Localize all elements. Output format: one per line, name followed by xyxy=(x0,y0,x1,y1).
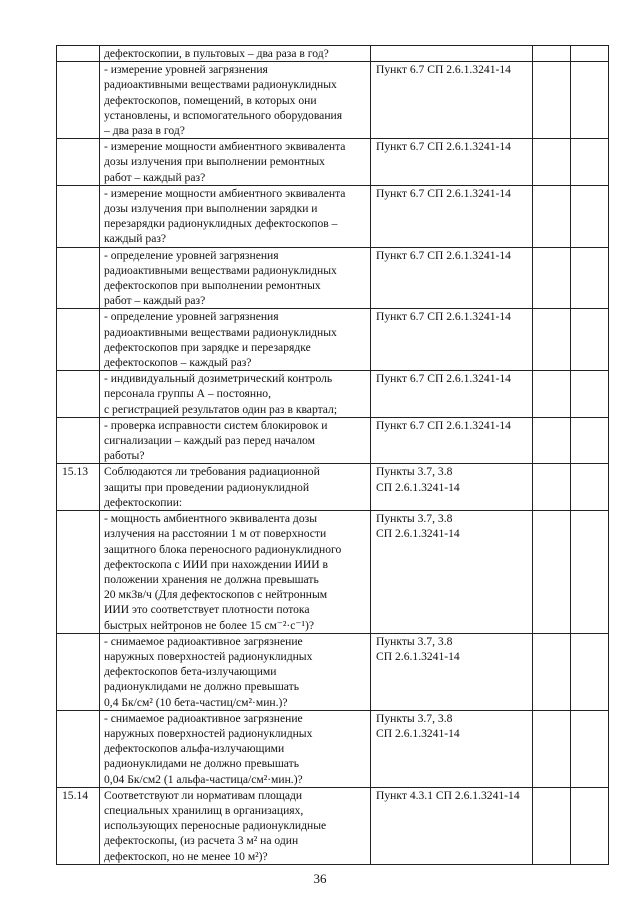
answer-cell-yes xyxy=(533,371,571,418)
checklist-body xyxy=(57,46,609,865)
table-row xyxy=(57,633,609,710)
table-row xyxy=(57,464,609,511)
table-row xyxy=(57,247,609,309)
answer-cell-yes xyxy=(533,464,571,511)
answer-cell-no xyxy=(571,633,609,710)
answer-cell-no xyxy=(571,139,609,186)
table-row xyxy=(57,62,609,139)
requirement-text: - измерение мощности амбиентного эквивалента дозы излучения при выполнении ремонтных работ – каждый раз? xyxy=(100,139,371,186)
answer-cell-yes xyxy=(533,511,571,634)
requirement-text: дефектоскопии, в пультовых – два раза в год? xyxy=(100,46,371,62)
answer-cell-yes xyxy=(533,247,571,309)
table-row xyxy=(57,139,609,186)
requirement-text: - измерение мощности амбиентного эквивалента дозы излучения при выполнении зарядки и перезарядки радионуклидных дефектоскопов – каждый раз? xyxy=(100,185,371,247)
answer-cell-no xyxy=(571,710,609,787)
requirement-text: - определение уровней загрязнения радиоактивными веществами радионуклидных дефектоскопов при выполнении ремонтных работ – каждый раз? xyxy=(100,247,371,309)
answer-cell-no xyxy=(571,511,609,634)
checklist-table xyxy=(56,45,609,865)
table-row xyxy=(57,787,609,864)
reference-text: Пункт 4.3.1 СП 2.6.1.3241-14 xyxy=(371,787,533,864)
requirement-text: Соответствуют ли нормативам площади специальных хранилищ в организациях, использующих переносные радионуклидные дефектоскопы, (из расчета 3 м² на один дефектоскоп, но не менее 10 м²)? xyxy=(100,787,371,864)
answer-cell-yes xyxy=(533,710,571,787)
answer-cell-yes xyxy=(533,787,571,864)
table-row xyxy=(57,185,609,247)
answer-cell-yes xyxy=(533,62,571,139)
item-number: 15.13 xyxy=(57,464,100,511)
item-number xyxy=(57,185,100,247)
answer-cell-yes xyxy=(533,417,571,464)
requirement-text: Соблюдаются ли требования радиационной защиты при проведении радионуклидной дефектоскопии: xyxy=(100,464,371,511)
answer-cell-yes xyxy=(533,309,571,371)
reference-text: Пункты 3.7, 3.8 СП 2.6.1.3241-14 xyxy=(371,511,533,634)
answer-cell-no xyxy=(571,787,609,864)
reference-text: Пункт 6.7 СП 2.6.1.3241-14 xyxy=(371,309,533,371)
table-row xyxy=(57,46,609,62)
answer-cell-no xyxy=(571,371,609,418)
reference-text: Пункты 3.7, 3.8 СП 2.6.1.3241-14 xyxy=(371,710,533,787)
requirement-text: - определение уровней загрязнения радиоактивными веществами радионуклидных дефектоскопов при зарядке и перезарядке дефектоскопов – каждый раз? xyxy=(100,309,371,371)
item-number xyxy=(57,247,100,309)
item-number xyxy=(57,417,100,464)
reference-text: Пункт 6.7 СП 2.6.1.3241-14 xyxy=(371,62,533,139)
reference-text: Пункт 6.7 СП 2.6.1.3241-14 xyxy=(371,417,533,464)
requirement-text: - измерение уровней загрязнения радиоактивными веществами радионуклидных дефектоскопов, помещений, в которых они установлены, и вспомогательного оборудования – два раза в год? xyxy=(100,62,371,139)
answer-cell-yes xyxy=(533,633,571,710)
table-row xyxy=(57,710,609,787)
reference-text: Пункт 6.7 СП 2.6.1.3241-14 xyxy=(371,139,533,186)
item-number xyxy=(57,710,100,787)
answer-cell-no xyxy=(571,309,609,371)
requirement-text: - мощность амбиентного эквивалента дозы излучения на расстоянии 1 м от поверхности защитного блока переносного радионуклидного дефектоскопа с ИИИ при нахождении ИИИ в положении хранения не должна превышать 20 мкЗв/ч (Для дефектоскопов с нейтронным ИИИ это соответствует плотности потока быстрых нейтронов не более 15 см⁻²·с⁻¹)? xyxy=(100,511,371,634)
reference-text: Пункты 3.7, 3.8 СП 2.6.1.3241-14 xyxy=(371,464,533,511)
answer-cell-yes xyxy=(533,139,571,186)
reference-text: Пункт 6.7 СП 2.6.1.3241-14 xyxy=(371,371,533,418)
answer-cell-yes xyxy=(533,185,571,247)
answer-cell-yes xyxy=(533,46,571,62)
reference-text: Пункт 6.7 СП 2.6.1.3241-14 xyxy=(371,185,533,247)
answer-cell-no xyxy=(571,247,609,309)
requirement-text: - проверка исправности систем блокировок и сигнализации – каждый раз перед началом работы? xyxy=(100,417,371,464)
reference-text: Пункты 3.7, 3.8 СП 2.6.1.3241-14 xyxy=(371,633,533,710)
reference-text xyxy=(371,46,533,62)
item-number xyxy=(57,139,100,186)
requirement-text: - снимаемое радиоактивное загрязнение наружных поверхностей радионуклидных дефектоскопов альфа-излучающими радионуклидами не должно превышать 0,04 Бк/см2 (1 альфа-частица/см²·мин.)? xyxy=(100,710,371,787)
page-number: 36 xyxy=(313,871,327,886)
reference-text: Пункт 6.7 СП 2.6.1.3241-14 xyxy=(371,247,533,309)
requirement-text: - снимаемое радиоактивное загрязнение наружных поверхностей радионуклидных дефектоскопов бета-излучающими радионуклидами не должно превышать 0,4 Бк/см² (10 бета-частиц/см²·мин.)? xyxy=(100,633,371,710)
answer-cell-no xyxy=(571,417,609,464)
item-number xyxy=(57,371,100,418)
table-row xyxy=(57,371,609,418)
table-row xyxy=(57,417,609,464)
answer-cell-no xyxy=(571,62,609,139)
answer-cell-no xyxy=(571,46,609,62)
requirement-text: - индивидуальный дозиметрический контроль персонала группы А – постоянно, с регистрацией результатов один раз в квартал; xyxy=(100,371,371,418)
table-row xyxy=(57,309,609,371)
item-number xyxy=(57,46,100,62)
item-number: 15.14 xyxy=(57,787,100,864)
item-number xyxy=(57,309,100,371)
answer-cell-no xyxy=(571,464,609,511)
item-number xyxy=(57,633,100,710)
item-number xyxy=(57,511,100,634)
table-row xyxy=(57,511,609,634)
item-number xyxy=(57,62,100,139)
answer-cell-no xyxy=(571,185,609,247)
